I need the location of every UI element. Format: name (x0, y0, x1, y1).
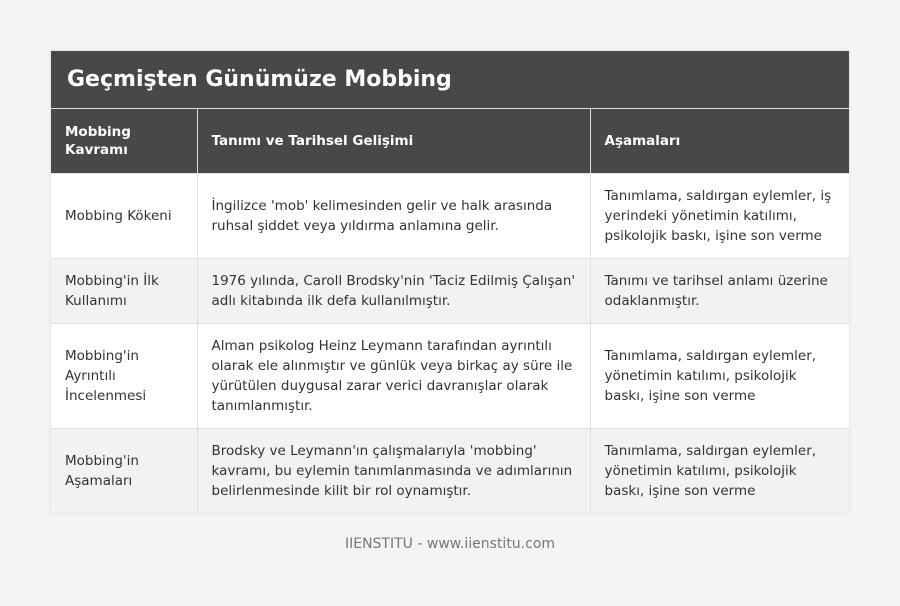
header-concept: Mobbing Kavramı (51, 109, 197, 174)
mobbing-table-card (51, 51, 849, 513)
footer-credit: IIENSTITU - www.iienstitu.com (344, 536, 556, 552)
cell-definition: İngilizce 'mob' kelimesinden gelir ve halk arasında ruhsal şiddet veya yıldırma anlamına gelir. (197, 174, 590, 259)
cell-concept: Mobbing'in Ayrıntılı İncelenmesi (51, 324, 197, 429)
cell-concept: Mobbing'in Aşamaları (51, 429, 197, 514)
cell-definition: 1976 yılında, Caroll Brodsky'nin 'Taciz Edilmiş Çalışan' adlı kitabında ilk defa kullanılmıştır. (197, 259, 590, 324)
cell-concept: Mobbing Kökeni (51, 174, 197, 259)
table-row (51, 324, 849, 429)
cell-concept: Mobbing'in İlk Kullanımı (51, 259, 197, 324)
table-title: Geçmişten Günümüze Mobbing (51, 51, 849, 109)
table-row (51, 259, 849, 324)
cell-definition: Alman psikolog Heinz Leymann tarafından ayrıntılı olarak ele alınmıştır ve günlük veya birkaç ay süre ile yürütülen duygusal zarar verici davranışlar olarak tanımlanmıştır. (197, 324, 590, 429)
cell-stages: Tanımlama, saldırgan eylemler, yönetimin katılımı, psikolojik baskı, işine son verme (590, 324, 849, 429)
table-row (51, 174, 849, 259)
mobbing-table (51, 109, 849, 513)
header-stages: Aşamaları (590, 109, 849, 174)
cell-definition: Brodsky ve Leymann'ın çalışmalarıyla 'mobbing' kavramı, bu eylemin tanımlanmasında ve adımlarının belirlenmesinde kilit bir rol oynamıştır. (197, 429, 590, 514)
table-row (51, 429, 849, 514)
cell-stages: Tanımı ve tarihsel anlamı üzerine odaklanmıştır. (590, 259, 849, 324)
cell-stages: Tanımlama, saldırgan eylemler, iş yerindeki yönetimin katılımı, psikolojik baskı, işine son verme (590, 174, 849, 259)
header-row (51, 109, 849, 174)
cell-stages: Tanımlama, saldırgan eylemler, yönetimin katılımı, psikolojik baskı, işine son verme (590, 429, 849, 514)
header-definition: Tanımı ve Tarihsel Gelişimi (197, 109, 590, 174)
